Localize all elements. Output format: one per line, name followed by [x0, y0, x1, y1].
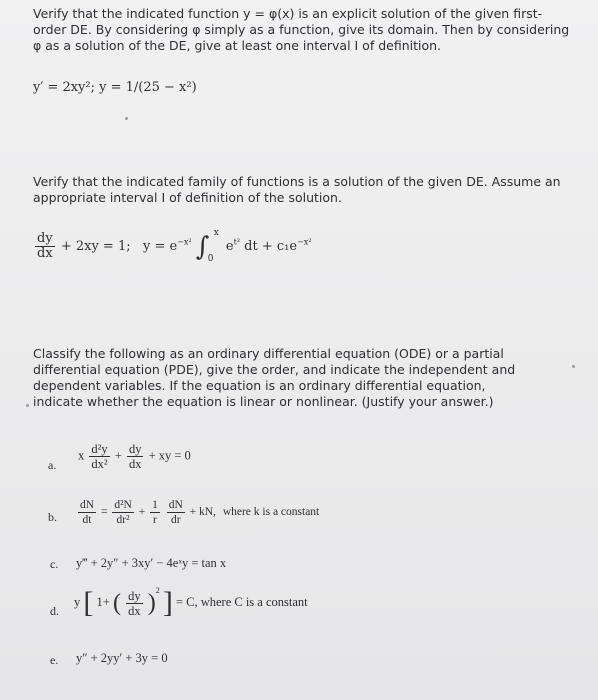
- item-d-frac: [126, 589, 143, 618]
- item-d-pre: y: [74, 594, 81, 609]
- frac-den: r: [153, 514, 157, 526]
- left-paren: (: [112, 590, 121, 616]
- frac-den: dx²: [91, 457, 108, 471]
- item-d-rest: = C,: [175, 594, 198, 609]
- integrand: e: [225, 239, 234, 254]
- frac-den: dt: [82, 514, 92, 526]
- frac-num: dy: [128, 442, 142, 456]
- frac-den: dr²: [116, 514, 130, 526]
- left-bracket: [: [83, 586, 94, 619]
- right-paren: ): [147, 590, 156, 616]
- sol-prefix: y = e: [143, 239, 178, 254]
- dy-dx-fraction: [35, 232, 55, 261]
- item-b-label: b.: [48, 510, 57, 524]
- item-a-frac1: [89, 442, 109, 471]
- int-lower: 0: [207, 253, 214, 264]
- frac-num: dN: [80, 499, 95, 511]
- item-a-frac2: [127, 442, 144, 471]
- lhs-rest: + 2xy = 1;: [60, 239, 131, 254]
- plus: +: [138, 506, 146, 519]
- item-b-frac1: [78, 498, 96, 527]
- integrand-exp: t²: [233, 237, 241, 247]
- item-b-frac3: [150, 498, 160, 527]
- plus: +: [114, 448, 122, 463]
- integral-sign: ∫ x 0: [195, 227, 219, 264]
- item-b-frac4: [167, 498, 185, 527]
- frac-num: 1: [152, 499, 158, 511]
- problem3-text: Classify the following as an ordinary differential equation (ODE) or a partial differential equation (PDE), give the order, and indicate the independent and dependent variables. If the equation is an ordinary differential equation, indicate whether the equation is linear or nonlinear. (Justify your answer.): [33, 346, 516, 409]
- item-b-frac2: [112, 498, 134, 527]
- paper-speck: [125, 117, 128, 120]
- frac-num: d²N: [114, 499, 132, 511]
- item-b-note: where k is a constant: [222, 506, 320, 519]
- item-e-label: e.: [50, 653, 59, 667]
- problem1-equation: y′ = 2xy²; y = 1/(25 − x²): [33, 80, 197, 95]
- int-upper: x: [213, 227, 219, 238]
- item-e-equation: y″ + 2yy′ + 3y = 0: [76, 651, 168, 665]
- sol-exp2: −x²: [297, 237, 312, 247]
- frac-den: dx: [128, 603, 141, 618]
- frac-den: dx: [128, 457, 142, 471]
- problem1-text: Verify that the indicated function y = φ(x) is an explicit solution of the given first-order DE. By considering φ simply as a function, give its domain. Then by considering φ as a solution of the DE, give at least one interval I of definition.: [33, 6, 570, 53]
- problem2-text: Verify that the indicated family of functions is a solution of the given DE. Assume an appropriate interval I of definition of the solution.: [33, 174, 561, 205]
- item-a-pre: x: [78, 448, 85, 463]
- item-c-label: c.: [50, 557, 59, 571]
- item-b-equation: [76, 498, 319, 527]
- item-a-label: a.: [48, 458, 57, 472]
- item-d-label: d.: [50, 604, 59, 618]
- dt-term: dt + c₁e: [244, 239, 298, 254]
- item-b-rest: + kN,: [189, 506, 216, 519]
- frac-den: dr: [170, 514, 181, 526]
- item-a-equation: [78, 442, 191, 471]
- item-a-rest: + xy = 0: [148, 448, 191, 463]
- paper-speck: [26, 404, 29, 407]
- frac-den: dx: [37, 246, 53, 261]
- frac-num: dN: [168, 499, 183, 511]
- paper-speck: [572, 365, 575, 368]
- item-c-equation: y‴ + 2y″ + 3xy′ − 4eˣy = tan x: [76, 556, 227, 570]
- frac-num: d²y: [91, 442, 108, 456]
- sol-exp1: −x²: [177, 237, 192, 247]
- item-d-equation: [74, 585, 308, 619]
- item-d-one: 1+: [96, 594, 110, 609]
- right-bracket: ]: [162, 586, 173, 619]
- item-d-note: where C is a constant: [200, 594, 308, 609]
- frac-num: dy: [37, 231, 53, 246]
- frac-num: dy: [128, 588, 141, 603]
- item-d-pow: 2: [155, 585, 160, 595]
- equals: =: [100, 506, 108, 519]
- problem2-equation: [33, 227, 312, 264]
